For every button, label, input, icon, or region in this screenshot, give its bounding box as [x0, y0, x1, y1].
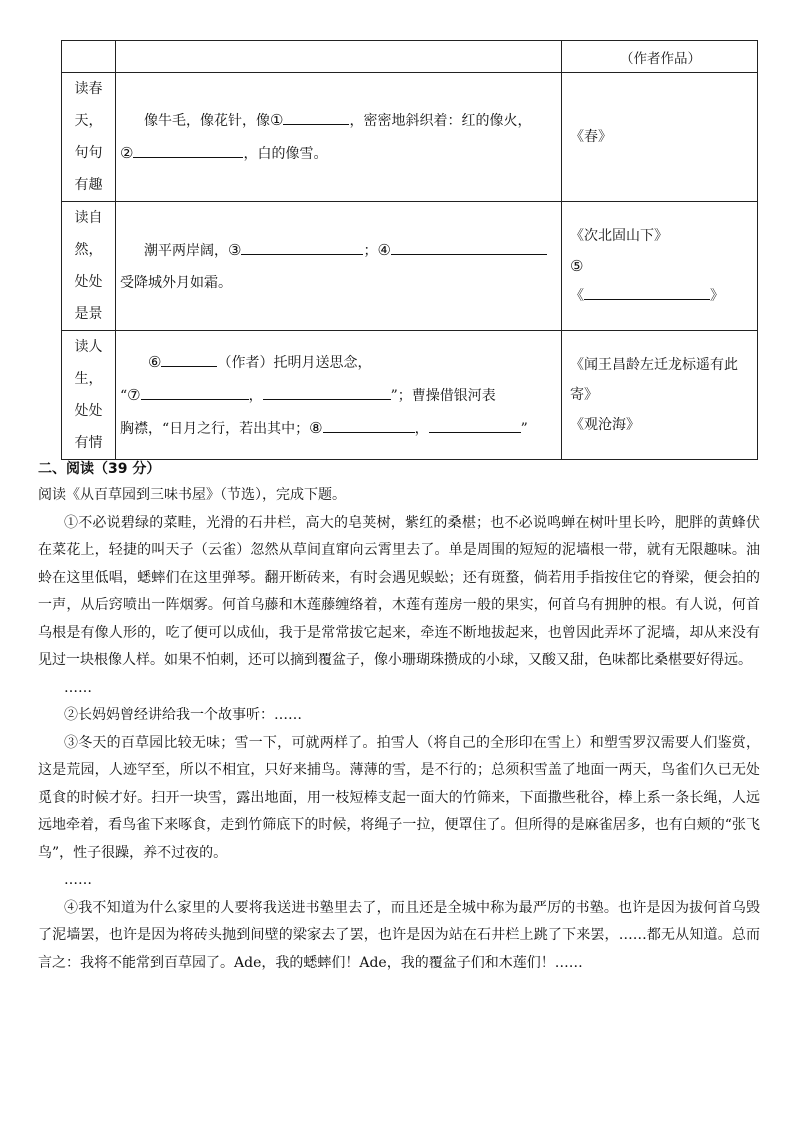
blank-number-4: ④ — [377, 240, 391, 259]
comma: ， — [248, 387, 263, 404]
work-block-nature — [562, 221, 757, 311]
blank-number-7: ⑦ — [127, 385, 141, 404]
blank-7b[interactable] — [263, 383, 391, 400]
theme-cell — [62, 331, 116, 460]
content-cell — [116, 331, 562, 460]
work-spring: 《春》 — [570, 129, 612, 145]
life-lines — [116, 346, 561, 445]
passage-intro: 阅读《从百草园到三味书屋》（节选），完成下题。 — [38, 487, 346, 503]
work-wenwangchangling: 《闻王昌龄左迁龙标遥有此寄》 — [570, 357, 738, 403]
poetry-table — [61, 40, 758, 460]
blank-1[interactable] — [283, 108, 349, 125]
ellipsis: …… — [64, 679, 92, 696]
theme-text: 读春天，句句有趣 — [74, 81, 103, 193]
blank-number-5: ⑤ — [570, 257, 584, 275]
paragraph-4: ④我不知道为什么家里的人要将我送进书塾里去了，而且还是全城中称为最严厉的书塾。也许是因为拔何首乌毁了泥墙罢，也许是因为将砖头抛到间壁的梁家去了罢，也许是因为站在石井栏上跳了下来罢，……都无从知道。总而言之：我将不能常到百草园了。Ade，我的蟋蟀们！Ade，我的覆盆子们和木莲们！…… — [38, 899, 760, 971]
theme-cell — [62, 202, 116, 331]
blank-number-8: ⑧ — [309, 418, 323, 437]
work-cell — [562, 73, 758, 202]
blank-4[interactable] — [391, 238, 547, 255]
header-cell-empty-1 — [62, 41, 116, 73]
paragraph-3: ③冬天的百草园比较无味；雪一下，可就两样了。拍雪人（将自己的全形印在雪上）和塑雪罗汉需要人们鉴赏，这是荒园，人迹罕至，所以不相宜，只好来捕鸟。薄薄的雪，是不行的；总须积雪盖了地面一两天，鸟雀们久已无处觅食的时候才好。扫开一块雪，露出地面，用一枝短棒支起一面大的竹筛来，下面撒些秕谷，棒上系一条长绳，人远远地牵着，看鸟雀下来啄食，走到竹筛底下的时候，将绳子一拉，便罩住了。但所得的是麻雀居多，也有白颊的“张飞鸟”，性子很躁，养不过夜的。 — [38, 734, 760, 861]
theme-text: 读自然，处处是景 — [74, 210, 103, 322]
nature-line-a: 潮平两岸阔， — [144, 242, 228, 259]
blank-number-6: ⑥ — [148, 352, 162, 371]
table-row-life — [62, 331, 758, 460]
blank-6[interactable] — [161, 350, 217, 367]
work-cell — [562, 331, 758, 460]
theme-cell — [62, 73, 116, 202]
theme-text: 读人生，处处有情 — [74, 339, 103, 451]
table-header-row — [62, 41, 758, 73]
work-bracket-close: 》 — [710, 288, 724, 304]
content-cell — [116, 73, 562, 202]
blank-2[interactable] — [133, 141, 243, 158]
quote-open: “ — [120, 387, 128, 404]
quote-close: ” — [520, 420, 528, 437]
life-line-c: 胸襟，“日月之行，若出其中； — [120, 420, 310, 437]
nature-line-b: 受降城外月如霜。 — [120, 274, 232, 291]
blank-3[interactable] — [241, 238, 363, 255]
header-author-cell — [562, 41, 758, 73]
paragraph-1: ①不必说碧绿的菜畦，光滑的石井栏，高大的皂荚树，紫红的桑椹；也不必说鸣蝉在树叶里长吟，肥胖的黄蜂伏在菜花上，轻捷的叫天子（云雀）忽然从草间直窜向云霄里去了。单是周围的短短的泥墙根一带，就有无限趣味。油蛉在这里低唱，蟋蟀们在这里弹琴。翻开断砖来，有时会遇见蜈蚣；还有斑蝥，倘若用手指按住它的脊梁，便会拍的一声，从后窍喷出一阵烟雾。何首乌藤和木莲藤缠络着，木莲有莲房一般的果实，何首乌有拥肿的根。有人说，何首乌根是有像人形的，吃了便可以成仙，我于是常常拔它起来，牵连不断地拔起来，也曾因此弄坏了泥墙，却从来没有见过一块根像人样。如果不怕刺，还可以摘到覆盆子，像小珊瑚珠攒成的小球，又酸又甜，色味都比桑椹要好得远。 — [38, 514, 760, 668]
table-row-spring — [62, 73, 758, 202]
work-cell — [562, 202, 758, 331]
blank-7a[interactable] — [141, 383, 249, 400]
life-line-b: ”；曹操借银河表 — [390, 387, 496, 404]
section-title: 二、阅读（39 分） — [38, 461, 161, 477]
work-blank-5-line — [570, 281, 749, 311]
blank-number-1: ① — [270, 111, 284, 129]
table-row-nature — [62, 202, 758, 331]
separator: ； — [363, 242, 378, 259]
spring-line-c: ，白的像雪。 — [243, 146, 328, 162]
spring-line-b: ，密密地斜织着：红的像火， — [349, 113, 532, 129]
work-cibeigushan: 《次北固山下》 — [570, 228, 668, 244]
ellipsis: …… — [64, 872, 92, 888]
work-block-life — [562, 350, 757, 440]
life-line-a: （作者）托明月送思念， — [217, 354, 372, 371]
work-guancanghai: 《观沧海》 — [570, 417, 640, 433]
blank-5[interactable] — [584, 283, 710, 300]
reading-passage — [38, 482, 760, 977]
header-cell-empty-2 — [116, 41, 562, 73]
header-author-label: （作者作品） — [620, 50, 701, 67]
nature-lines — [116, 234, 561, 299]
spring-lines — [116, 104, 561, 170]
comma: ， — [414, 420, 429, 437]
blank-8b[interactable] — [429, 416, 521, 433]
blank-number-2: ② — [120, 144, 134, 162]
work-bracket-open: 《 — [570, 288, 584, 304]
content-cell — [116, 202, 562, 331]
spring-line-a: 像牛毛，像花针，像 — [144, 113, 270, 129]
blank-number-3: ③ — [228, 240, 242, 259]
blank-8a[interactable] — [323, 416, 415, 433]
paragraph-2: ②长妈妈曾经讲给我一个故事听：…… — [64, 707, 302, 723]
